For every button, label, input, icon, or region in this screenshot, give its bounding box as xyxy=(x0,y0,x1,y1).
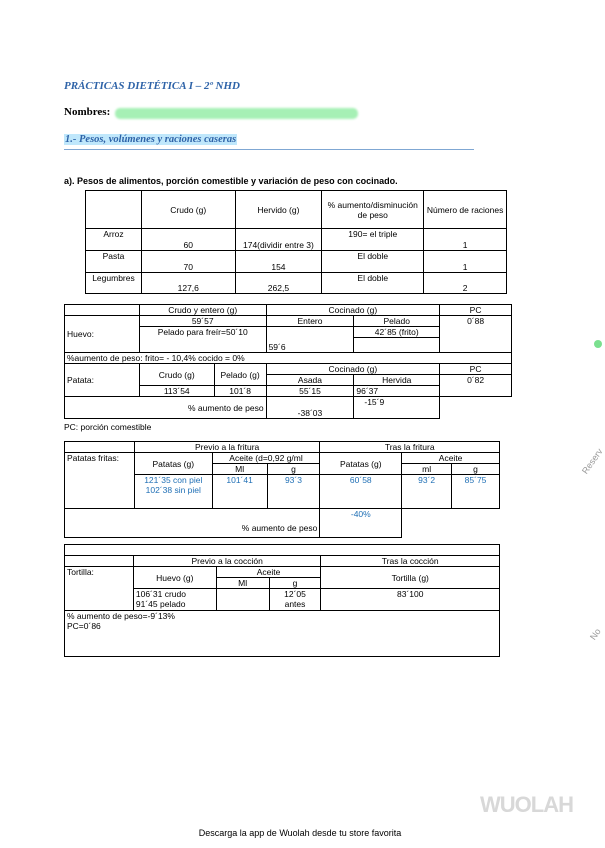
table-cooking-weights xyxy=(85,190,507,294)
egg-raw-header: Crudo y entero (g) xyxy=(139,305,266,316)
egg-cooked-header: Cocinado (g) xyxy=(266,305,440,316)
potato-pct-boiled: -15´9 xyxy=(354,397,440,419)
food-name: Pasta xyxy=(86,251,142,273)
side-reserved-text: Reserv xyxy=(580,446,605,476)
redacted-names xyxy=(115,108,358,119)
fries-pct-label: % aumento de peso xyxy=(65,509,320,538)
fries-before-oil-ml: 101´41 xyxy=(212,475,267,509)
egg-pc-header: PC xyxy=(440,305,512,316)
potato-raw-value: 113´54 xyxy=(139,386,214,397)
fries-after-oil-g: 85´75 xyxy=(452,475,500,509)
part-a-heading: a). Pesos de alimentos, porción comestible y variación de peso con cocinado. xyxy=(64,176,398,186)
egg-whole-value: 59´6 xyxy=(266,327,354,353)
fries-pct-value: -40% xyxy=(320,509,402,538)
egg-raw-value: 59´57 xyxy=(139,316,266,327)
fries-before-ml-header: Ml xyxy=(212,464,267,475)
fries-after-header: Tras la fritura xyxy=(320,442,500,453)
raw-value: 127,6 xyxy=(141,273,235,294)
table-row xyxy=(86,251,507,273)
pct-value: 190= el triple xyxy=(322,229,424,251)
potato-label: Patata: xyxy=(65,364,140,397)
fries-before-oil-header: Aceite (d=0,92 g/ml xyxy=(212,453,320,464)
raw-value: 70 xyxy=(141,251,235,273)
omelette-pc: PC=0´86 xyxy=(67,621,101,631)
table-row xyxy=(86,229,507,251)
potato-pct-label: % aumento de peso xyxy=(65,397,267,419)
potato-roasted-value: 55´15 xyxy=(266,386,354,397)
boiled-value: 154 xyxy=(235,251,322,273)
omelette-oil-header: Aceite xyxy=(216,567,321,578)
egg-pct: %aumento de peso: frito= - 10,4% cocido = 0% xyxy=(65,353,512,364)
potato-raw-header: Crudo (g) xyxy=(139,364,214,386)
omelette-result-value: 83´100 xyxy=(321,589,500,611)
potato-roasted-header: Asada xyxy=(266,375,354,386)
fries-before-potatoes-header: Patatas (g) xyxy=(134,453,212,475)
wuolah-watermark: WUOLAH xyxy=(480,792,573,817)
boiled-value: 262,5 xyxy=(235,273,322,294)
omelette-egg-value: 106´31 crudo 91´45 pelado xyxy=(133,589,216,611)
potato-boiled-header: Hervida xyxy=(354,375,440,386)
document-title: PRÁCTICAS DIETÉTICA I – 2º NHD xyxy=(64,80,240,92)
boiled-value: 174(dividir entre 3) xyxy=(235,229,322,251)
fries-after-potatoes-header: Patatas (g) xyxy=(320,453,402,475)
omelette-result-header: Tortilla (g) xyxy=(321,567,500,589)
fries-before-potatoes: 121´35 con piel 102´38 sin piel xyxy=(134,475,212,509)
pct-value: El doble xyxy=(322,273,424,294)
col-raw: Crudo (g) xyxy=(141,191,235,229)
table-fries xyxy=(64,441,500,538)
egg-whole-header: Entero xyxy=(266,316,354,327)
egg-pc-value: 0´88 xyxy=(440,316,512,353)
potato-boiled-value: 96´37 xyxy=(354,386,440,397)
fries-after-ml-header: ml xyxy=(402,464,452,475)
potato-pct-roasted: -38´03 xyxy=(266,397,354,419)
section-rule xyxy=(64,149,474,150)
pct-value: El doble xyxy=(322,251,424,273)
portions-value: 1 xyxy=(424,251,507,273)
fries-after-oil-header: Aceite xyxy=(402,453,500,464)
footer-text: Descarga la app de Wuolah desde tu store favorita xyxy=(198,828,402,838)
fries-label: Patatas fritas: xyxy=(65,453,135,509)
fries-before-oil-g: 93´3 xyxy=(267,475,320,509)
potato-pc-value: 0´82 xyxy=(440,375,512,397)
omelette-ml-header: Ml xyxy=(216,578,269,589)
side-no-text: No xyxy=(588,626,603,642)
fries-after-g-header: g xyxy=(452,464,500,475)
portions-value: 1 xyxy=(424,229,507,251)
col-portions: Número de raciones xyxy=(424,191,507,229)
egg-label: Huevo: xyxy=(65,316,140,353)
omelette-egg-header: Huevo (g) xyxy=(133,567,216,589)
egg-peeled-fried: 42´85 (frito) xyxy=(354,327,440,338)
omelette-pct: % aumento de peso=-9´13% xyxy=(67,611,175,621)
section-title: 1.- Pesos, volúmenes y raciones caseras xyxy=(65,134,237,145)
food-name: Arroz xyxy=(86,229,142,251)
header-empty xyxy=(86,191,142,229)
green-dot-mark xyxy=(594,340,602,348)
pc-footnote: PC: porción comestible xyxy=(64,422,152,432)
egg-peeled-header: Pelado xyxy=(354,316,440,327)
potato-peeled-value: 101´8 xyxy=(214,386,266,397)
potato-peeled-header: Pelado (g) xyxy=(214,364,266,386)
omelette-before-header: Previo a la cocción xyxy=(133,556,321,567)
omelette-label: Tortilla: xyxy=(65,567,134,611)
col-boiled: Hervido (g) xyxy=(235,191,322,229)
fries-after-potatoes: 60´58 xyxy=(320,475,402,509)
portions-value: 2 xyxy=(424,273,507,294)
fries-before-g-header: g xyxy=(267,464,320,475)
food-name: Legumbres xyxy=(86,273,142,294)
omelette-g-header: g xyxy=(269,578,321,589)
table-egg-potato xyxy=(64,304,512,419)
table-omelette xyxy=(64,544,500,657)
potato-pc-header: PC xyxy=(440,364,512,375)
fries-after-oil-ml: 93´2 xyxy=(402,475,452,509)
col-pct: % aumento/disminución de peso xyxy=(322,191,424,229)
fries-before-header: Previo a la fritura xyxy=(134,442,320,453)
names-label: Nombres: xyxy=(64,106,111,118)
omelette-oil-g: 12´05 antes xyxy=(269,589,321,611)
omelette-after-header: Tras la cocción xyxy=(321,556,500,567)
table-row xyxy=(86,273,507,294)
egg-peeled-for-frying: Pelado para freír=50´10 xyxy=(139,327,266,353)
potato-cooked-header: Cocinado (g) xyxy=(266,364,440,375)
raw-value: 60 xyxy=(141,229,235,251)
